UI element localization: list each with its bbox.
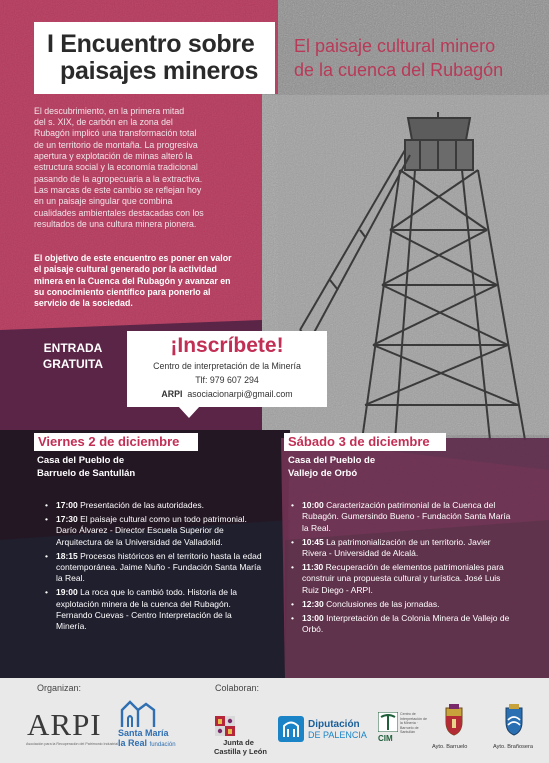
- program-time: 18:15: [56, 550, 78, 561]
- intro-line: Las marcas de este cambio se reflejan hoy: [34, 185, 202, 195]
- diputacion-palencia-icon: [278, 716, 304, 742]
- intro-line: del s. XIX, de carbón en la zona del: [34, 117, 173, 127]
- day2-venue-line-1: Casa del Pueblo de: [288, 455, 376, 466]
- program-time: 13:00: [302, 612, 324, 623]
- santa-maria-line-2: la Real: [118, 738, 148, 748]
- diputacion-line-1: Diputación: [308, 719, 360, 730]
- intro-line: Rubagón implicó una transformación total: [34, 128, 197, 138]
- intro-line: estructura social y la economía tradicional: [34, 162, 198, 172]
- program-item: [290, 613, 512, 636]
- program-item: [290, 599, 512, 610]
- registration-title: ¡Inscríbete!: [170, 334, 284, 357]
- junta-logo: [214, 738, 267, 756]
- title-line-2: paisajes mineros: [60, 57, 259, 85]
- day2-venue: [288, 454, 375, 480]
- branosera-label: Ayto. Brañosera: [493, 744, 534, 750]
- registration-email-org: ARPI: [161, 389, 183, 399]
- program-text: El paisaje cultural como un todo patrimonial. Darío Álvarez - Director Escuela Superior de Arquitectura de la Universidad de Valladolid.: [56, 514, 247, 547]
- program-text: Conclusiones de las jornadas.: [326, 598, 440, 609]
- program-time: 19:00: [56, 587, 78, 598]
- program-item: [290, 500, 512, 534]
- program-time: 17:00: [56, 500, 78, 510]
- diputacion-line-2: DE PALENCIA: [308, 730, 367, 740]
- program-text: Recuperación de elementos patrimoniales para construir una propuesta cultural y turística. José Luis Ruiz Diego - ARPI.: [302, 562, 504, 595]
- day2-label: Sábado 3 de diciembre: [284, 433, 446, 451]
- program-time: 12:30: [302, 598, 324, 609]
- program-time: 11:30: [302, 562, 324, 573]
- santa-maria-line-1: Santa María: [118, 728, 169, 738]
- barruelo-label: Ayto. Barruelo: [432, 744, 468, 750]
- program-item: [290, 562, 512, 596]
- santa-maria-logo: [118, 728, 176, 750]
- intro-line: resultados de una cultura minera pionera.: [34, 219, 197, 229]
- registration-email-line: [127, 388, 327, 400]
- intro-line: en un paisaje singular que combina: [34, 196, 173, 206]
- registration-phone: Tlf: 979 607 294: [195, 375, 259, 385]
- intro-line: apertura y explotación de minas alteró la: [34, 151, 193, 161]
- castilla-leon-shield-icon: [214, 715, 236, 737]
- program-item: [44, 551, 264, 585]
- junta-line-2: Castilla y León: [214, 747, 267, 756]
- cim-caption: Centro de Interpretación de la Minería · Barruelo de Santullán: [400, 712, 427, 735]
- objective-line: servicio de la sociedad.: [34, 298, 133, 308]
- junta-line-1: Junta de: [223, 738, 254, 747]
- objective-line: minera en la Cuenca del Rubagón y avanzar en: [34, 276, 231, 286]
- title-line-1: I Encuentro sobre: [47, 30, 255, 58]
- free-entry-label: [26, 340, 120, 372]
- program-time: 17:30: [56, 514, 78, 525]
- cim-pickaxe-icon: [378, 712, 398, 732]
- program-text: Interpretación de la Colonia Minera de Vallejo de Orbó.: [302, 612, 510, 635]
- diputacion-logo: [308, 719, 367, 741]
- program-time: 10:00: [302, 500, 324, 510]
- program-item: [44, 587, 264, 632]
- santa-maria-church-icon: [118, 698, 158, 728]
- intro-line: El descubrimiento, en la primera mitad: [34, 106, 185, 116]
- day1-label: Viernes 2 de diciembre: [34, 433, 198, 451]
- day1-venue: [37, 454, 135, 480]
- cim-label: CIM: [378, 734, 393, 743]
- day1-program: [44, 500, 264, 635]
- santa-maria-sub: fundación: [149, 742, 176, 748]
- program-text: Caracterización patrimonial de la Cuenca del Rubagón. Gumersindo Bueno - Fundación Santa María la Real.: [302, 500, 511, 533]
- program-text: La roca que lo cambió todo. Historia de la explotación minera de la cuenca del Rubagón. Fernando Cuevas - Centro Interpretación de la Minería.: [56, 587, 237, 632]
- registration-box-pointer: [178, 406, 200, 418]
- registration-place: Centro de interpretación de la Minería: [153, 361, 301, 371]
- objective-line: el paisaje cultural generado por la actividad: [34, 264, 217, 274]
- day2-venue-line-2: Vallejo de Orbó: [288, 468, 358, 479]
- day1-venue-line-2: Barruelo de Santullán: [37, 468, 136, 479]
- arpi-logo: ARPI: [27, 707, 102, 742]
- day2-program: [290, 500, 512, 638]
- intro-line: cualidades ambientales destacadas con los: [34, 208, 204, 218]
- branosera-coat-of-arms-icon: [502, 704, 526, 736]
- arpi-logo-caption: Asociación para la Recuperación del Patrimonio Industrial: [26, 742, 119, 746]
- objective-line: su conocimiento científico para ponerlo al: [34, 287, 211, 297]
- santa-maria-line-2-wrap: [118, 738, 176, 750]
- subtitle-line-1: El paisaje cultural minero: [294, 36, 496, 56]
- program-text: Procesos históricos en el territorio hasta la edad contemporánea. Jaime Nuño - Fundación Santa María la Real.: [56, 550, 262, 584]
- organizers-label: Organizan:: [37, 683, 82, 693]
- program-text: La patrimonialización de un territorio. Javier Rivera - Universidad de Alcalá.: [302, 536, 491, 558]
- program-time: 10:45: [302, 536, 324, 547]
- registration-email[interactable]: asociacionarpi@gmail.com: [187, 389, 293, 399]
- objective-line: El objetivo de este encuentro es poner en valor: [34, 253, 232, 263]
- barruelo-coat-of-arms-icon: [442, 704, 466, 736]
- collaborators-label: Colaboran:: [215, 683, 260, 693]
- free-entry-line-2: GRATUITA: [42, 357, 104, 371]
- intro-line: pasando de la agropecuaria a la extractiva.: [34, 174, 203, 184]
- subtitle-line-2: de la cuenca del Rubagón: [294, 60, 504, 80]
- free-entry-line-1: ENTRADA: [43, 341, 103, 355]
- intro-line: de un territorio de montaña. La progresiva: [34, 140, 198, 150]
- program-item: [44, 514, 264, 548]
- program-item: [44, 500, 264, 511]
- program-item: [290, 537, 512, 560]
- day1-venue-line-1: Casa del Pueblo de: [37, 455, 125, 466]
- program-text: Presentación de las autoridades.: [80, 500, 204, 510]
